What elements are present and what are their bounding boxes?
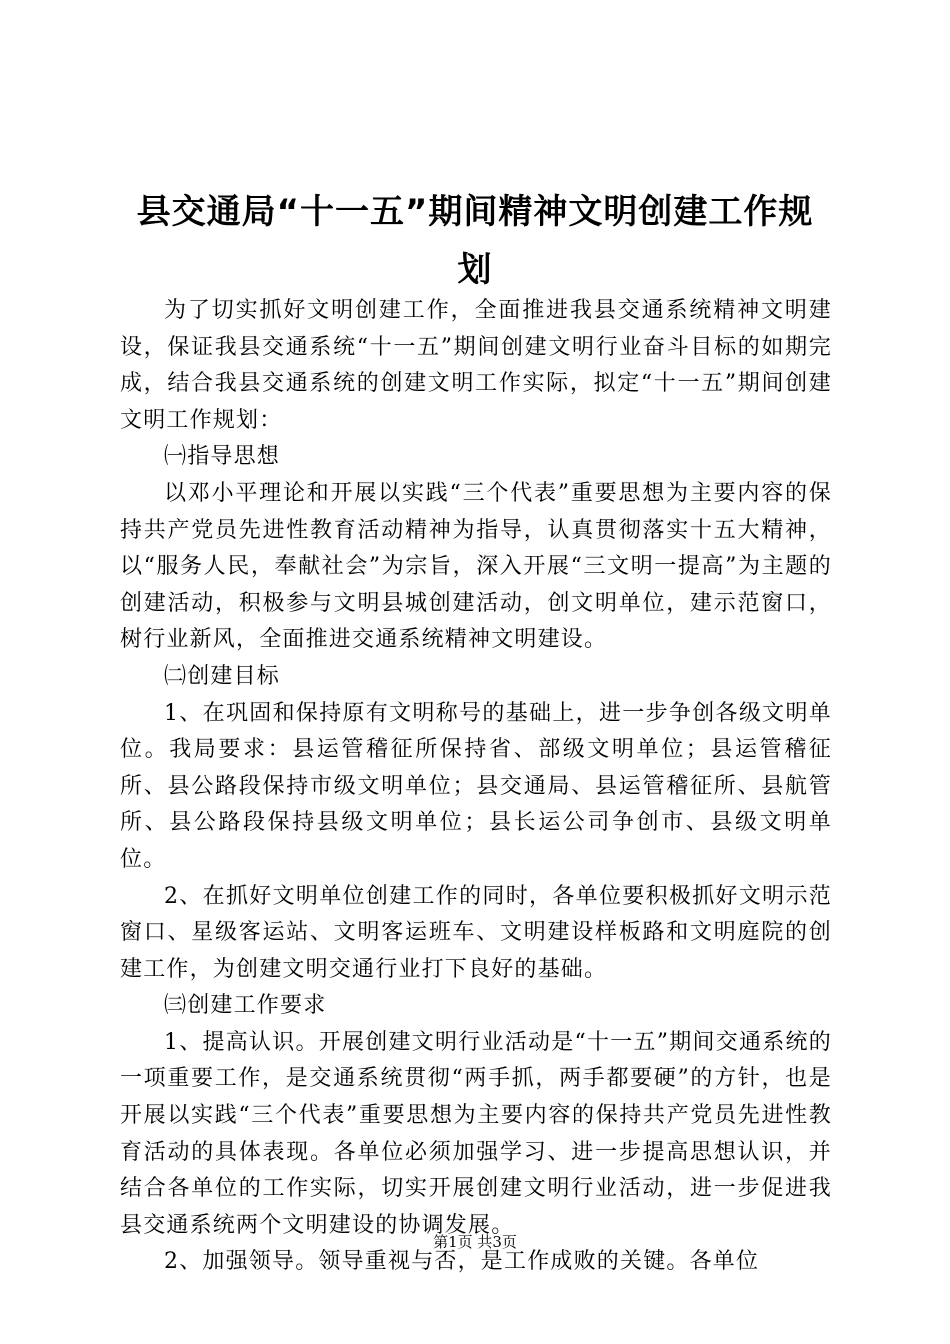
document-body <box>120 293 832 1281</box>
guiding-thought-paragraph: 以邓小平理论和开展以实践“三个代表”重要思想为主要内容的保持共产党员先进性教育活动精神为指导，认真贯彻落实十五大精神，以“服务人民，奉献社会”为宗旨，深入开展“三文明一提高”为主题的创建活动，积极参与文明县城创建活动，创文明单位，建示范窗口，树行业新风，全面推进交通系统精神文明建设。 <box>120 480 832 653</box>
requirements-item-2: 2、加强领导。领导重视与否，是工作成败的关键。各单位 <box>164 1249 760 1275</box>
goals-item-2: 2、在抓好文明单位创建工作的同时，各单位要积极抓好文明示范窗口、星级客运站、文明客运班车、文明建设样板路和文明庭院的创建工作，为创建文明交通行业打下良好的基础。 <box>120 883 832 982</box>
section-heading-requirements: ㈢创建工作要求 <box>164 993 327 1019</box>
section-heading-guiding-thought: ㈠指导思想 <box>164 444 281 470</box>
document-title: 县交通局“十一五”期间精神文明创建工作规划 <box>136 192 814 290</box>
goals-item-1: 1、在巩固和保持原有文明称号的基础上，进一步争创各级文明单位。我局要求：县运管稽征所保持省、部级文明单位；县运管稽征所、县公路段保持市级文明单位；县交通局、县运管稽征所、县航管所、县公路段保持县级文明单位；县长运公司争创市、县级文明单位。 <box>120 700 832 872</box>
section-heading-goals: ㈡创建目标 <box>164 663 281 689</box>
page-number-footer: 第1页 共3页 <box>433 1233 517 1251</box>
requirements-item-1: 1、提高认识。开展创建文明行业活动是“十一五”期间交通系统的一项重要工作，是交通系统贯彻“两手抓，两手都要硬”的方针，也是开展以实践“三个代表”重要思想为主要内容的保持共产党员先进性教育活动的具体表现。各单位必须加强学习、进一步提高思想认识，并结合各单位的工作实际，切实开展创建文明行业活动，进一步促进我县交通系统两个文明建设的协调发展。 <box>120 1029 832 1238</box>
intro-paragraph: 为了切实抓好文明创建工作，全面推进我县交通系统精神文明建设，保证我县交通系统“十一五”期间创建文明行业奋斗目标的如期完成，结合我县交通系统的创建文明工作实际，拟定“十一五”期间创建文明工作规划： <box>120 298 832 433</box>
